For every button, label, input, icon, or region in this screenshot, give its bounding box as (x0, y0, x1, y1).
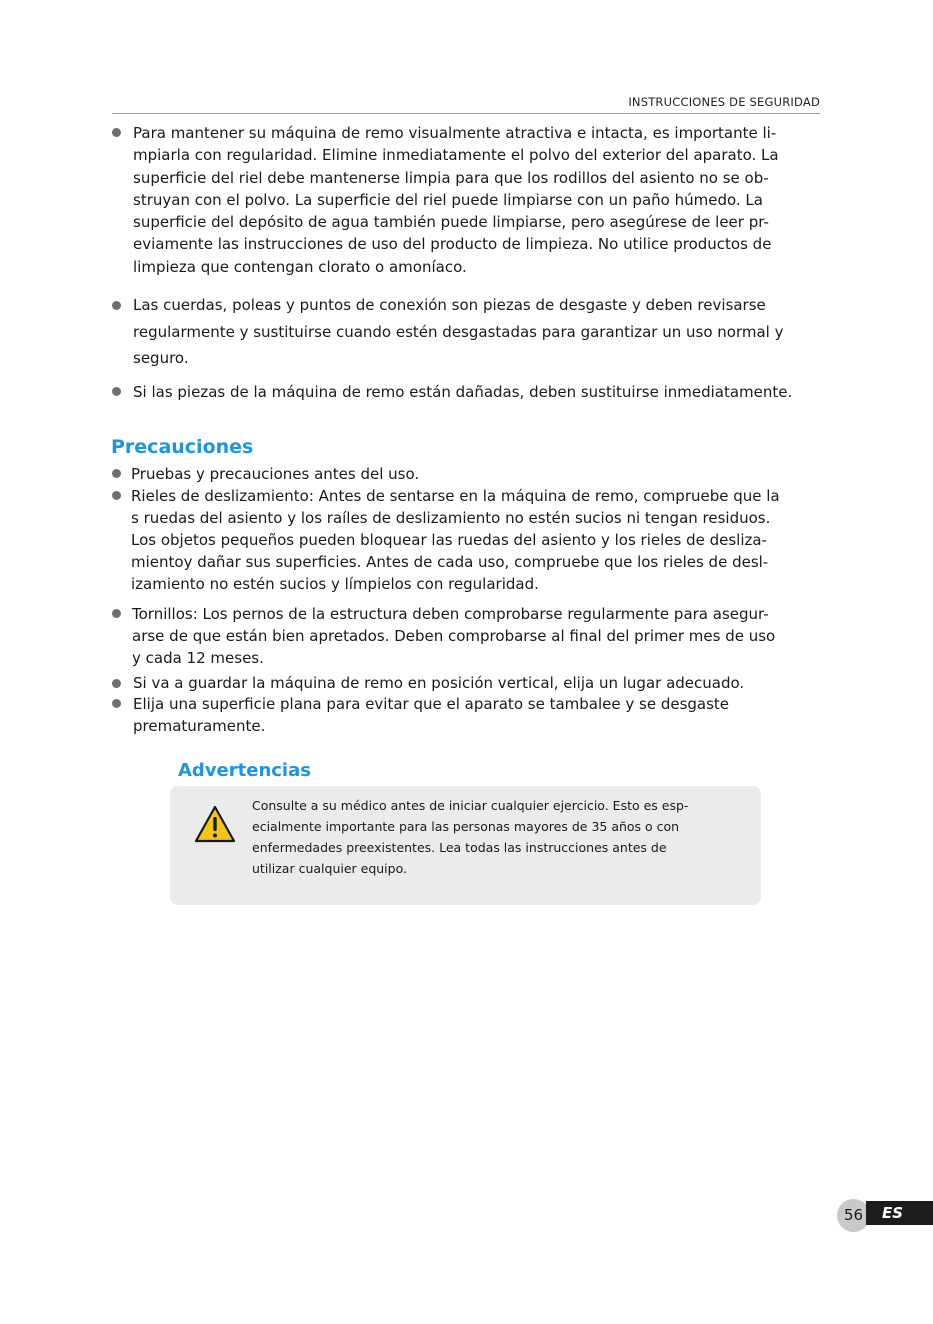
page-number: 56 (837, 1199, 870, 1232)
list-item (112, 463, 780, 485)
list-item (112, 693, 780, 737)
section-title: INSTRUCCIONES DE SEGURIDAD (628, 95, 820, 109)
list-item (112, 381, 792, 403)
list-item-text: Las cuerdas, poleas y puntos de conexión son piezas de desgaste y deben revisarse regularmente y sustituirse cuando estén desgastadas para garantizar un uso normal y seguro. (133, 296, 784, 368)
maintenance-list (112, 122, 792, 403)
bullet-icon (112, 128, 121, 137)
precautions-list (112, 463, 780, 737)
list-item (112, 485, 780, 595)
list-item-text: Para mantener su máquina de remo visualmente atractiva e intacta, es importante li- mpiarla con regularidad. Elimine inmediatamente el polvo del exterior del aparato. La superficie del riel debe mantenerse limpia para que los rodillos del asiento no se ob- struyan con el polvo. La superficie del riel puede limpiarse con un paño húmedo. La superficie del depósito de agua también puede limpiarse, pero asegúrese de leer pr- eviamente las instrucciones de uso del producto de limpieza. No utilice productos de limpieza que contengan clorato o amoníaco. (133, 124, 779, 276)
list-item (112, 292, 792, 372)
list-item-text: Tornillos: Los pernos de la estructura deben comprobarse regularmente para asegur- arse de que están bien apretados. Deben comprobarse al final del primer mes de uso y cada 12 meses. (132, 605, 776, 667)
warning-triangle-icon (194, 805, 236, 843)
list-item (112, 674, 780, 693)
list-item-text: Si va a guardar la máquina de remo en posición vertical, elija un lugar adecuado. (133, 674, 745, 692)
header-divider (112, 113, 820, 114)
language-badge: ES (866, 1201, 933, 1225)
bullet-icon (112, 469, 121, 478)
bullet-icon (112, 387, 121, 396)
list-item (112, 603, 780, 669)
bullet-icon (112, 491, 121, 500)
bullet-icon (112, 609, 121, 618)
bullet-icon (112, 301, 121, 310)
list-item-text: Rieles de deslizamiento: Antes de sentarse en la máquina de remo, compruebe que la s ruedas del asiento y los raíles de deslizamiento no estén sucios ni tengan residuos. Los objetos pequeños pueden bloquear las ruedas del asiento y los rieles de desliza- mientoy dañar sus superficies. Antes de cada uso, compruebe que los rieles de desl- izamiento no estén sucios y límpielos con regularidad. (131, 487, 780, 593)
warning-text: Consulte a su médico antes de iniciar cualquier ejercicio. Esto es esp- ecialmente importante para las personas mayores de 35 años o con enfermedades preexistentes. Lea todas las instrucciones antes de utilizar cualquier equipo. (252, 798, 689, 876)
bullet-icon (112, 679, 121, 688)
bullet-icon (112, 699, 121, 708)
warnings-heading: Advertencias (178, 760, 311, 781)
warning-box (170, 786, 761, 905)
list-item (112, 122, 792, 278)
precautions-heading: Precauciones (111, 436, 254, 458)
list-item-text: Elija una superficie plana para evitar que el aparato se tambalee y se desgaste prematuramente. (133, 695, 730, 735)
list-item-text: Pruebas y precauciones antes del uso. (131, 465, 420, 483)
list-item-text: Si las piezas de la máquina de remo están dañadas, deben sustituirse inmediatamente. (133, 382, 793, 401)
